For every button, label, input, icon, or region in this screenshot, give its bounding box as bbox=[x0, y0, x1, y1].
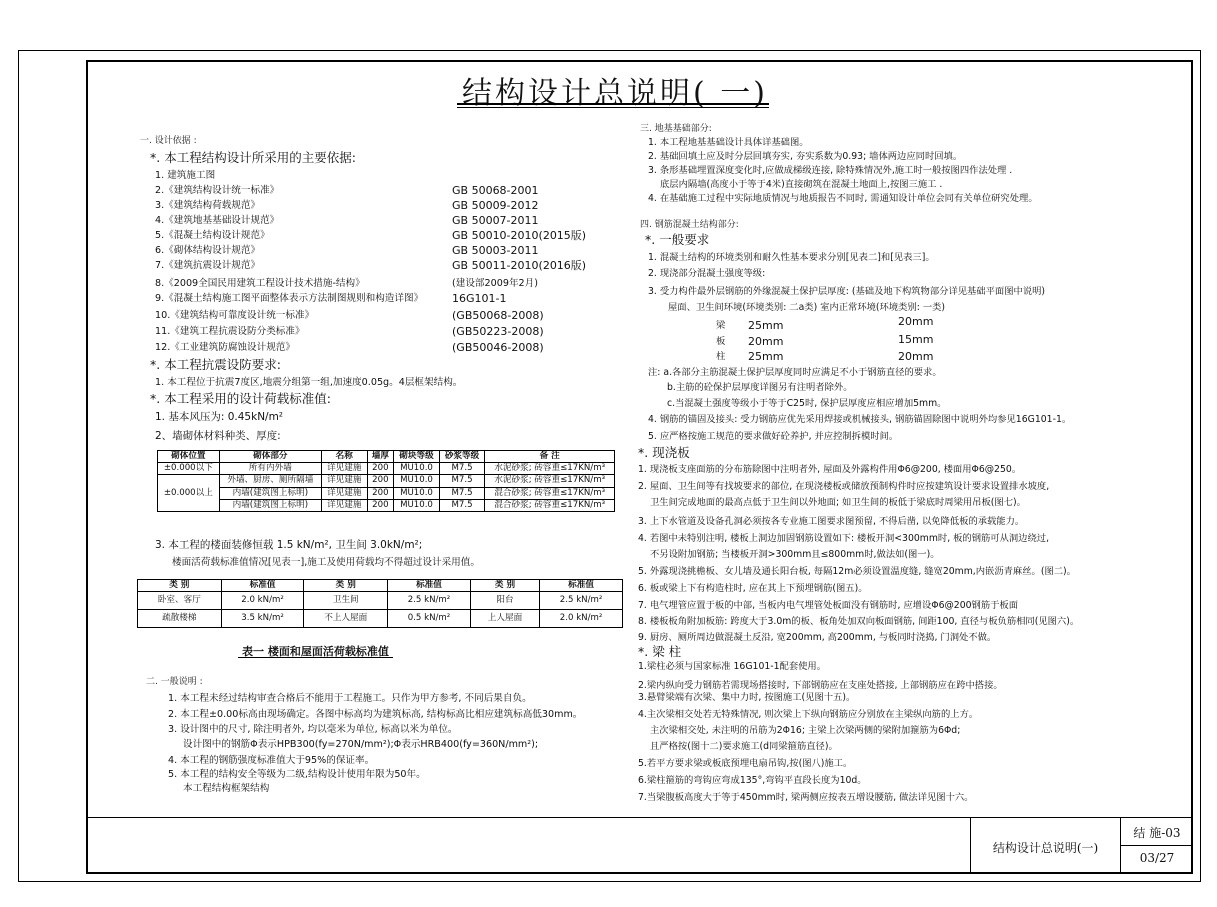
table-cell: MU10.0 bbox=[394, 487, 440, 499]
cover-member: 柱 bbox=[716, 351, 726, 362]
slab-item: 8. 楼板板角附加板筋: 跨度大于3.0m的板、板角处加双向板面钢筋, 间距100, 直径与板负筋相同(见图六)。 bbox=[638, 616, 1080, 627]
table-cell: 内墙(建筑图上标明) bbox=[219, 487, 321, 499]
beam-item: 4.主次梁相交处若无特殊情况, 则次梁上下纵向钢筋应分别放在主梁纵向筋的上方。 bbox=[638, 709, 979, 720]
table-cell: 水泥砂浆; 砖容重≤17KN/m³ bbox=[485, 475, 615, 487]
table-header: 墙厚 bbox=[367, 451, 394, 463]
table-cell: 0.5 kN/m² bbox=[388, 610, 471, 628]
table-cell: 混合砂浆; 砖容重≤17KN/m³ bbox=[485, 487, 615, 499]
title-underline bbox=[457, 103, 769, 105]
code-name: 5.《混凝土结构设计规范》 bbox=[155, 230, 270, 241]
table-cell: ±0.000以下 bbox=[158, 463, 220, 475]
title-block-separator bbox=[1121, 845, 1193, 846]
foundation-item: 3. 条形基础埋置深度变化时,应做成梯级连接, 除特殊情况外,施工时一般按图四作法处理 . bbox=[648, 165, 1013, 176]
table-cell: M7.5 bbox=[439, 463, 485, 475]
section-1-heading: 一. 设计依据 : bbox=[140, 136, 197, 146]
floor-load-note: 楼面活荷载标准值情况[见表一],施工及使用荷载均不得超过设计采用值。 bbox=[172, 557, 480, 568]
cover-value: 20mm bbox=[748, 335, 784, 348]
requirement-item: 2. 现浇部分混凝土强度等级: bbox=[648, 268, 766, 279]
table-cell: 2.0 kN/m² bbox=[221, 592, 304, 610]
table-cell: 外墙、厨房、厕所隔墙 bbox=[219, 475, 321, 487]
slab-item: 6. 板或梁上下有构造柱时, 应在其上下预埋钢筋(图五)。 bbox=[638, 583, 868, 594]
slab-item: 7. 电气埋管应置于板的中部, 当板内电气埋管处板面没有钢筋时, 应增设Φ6@200钢筋于板面 bbox=[638, 600, 1019, 611]
note-item: b.主筋的砼保护层厚度详图另有注明者除外。 bbox=[667, 382, 853, 393]
slab-item: 3. 上下水管道及设备孔洞必须按各专业施工图要求图预留, 不得后凿, 以免降低板的承载能力。 bbox=[638, 516, 1025, 527]
requirement-item: 1. 混凝土结构的环境类别和耐久性基本要求分别[见表二]和[见表三]。 bbox=[648, 252, 935, 263]
general-item: 设计图中的钢筋Φ表示HPB300(fy=270N/mm²);Φ表示HRB400(fy=360N/mm²); bbox=[183, 739, 539, 750]
wall-material-heading: 2、墙砌体材料种类、厚度: bbox=[155, 430, 281, 442]
beam-item: 且严格按(图十二)要求施工(d同梁箍筋直径)。 bbox=[650, 741, 838, 752]
note-item: 注: a.各部分主筋混凝土保护层厚度同时应满足不小于钢筋直径的要求。 bbox=[648, 367, 942, 378]
section-3-heading: 三. 地基基础部分: bbox=[640, 124, 712, 134]
beam-column-title: *. 梁 柱 bbox=[638, 644, 682, 659]
code-number: GB 50068-2001 bbox=[452, 184, 539, 197]
floor-load-text: 3. 本工程的楼面装修恒载 1.5 kN/m², 卫生间 3.0kN/m²; bbox=[155, 539, 423, 551]
general-requirements-title: *. 一般要求 bbox=[645, 232, 710, 247]
beam-item: 7.当梁腹板高度大于等于450mm时, 梁两侧应按表五增设腰筋, 做法详见图十六。 bbox=[638, 792, 974, 803]
table-header: 标准值 bbox=[540, 580, 623, 592]
requirement-item: 4. 钢筋的锚固及接头: 受力钢筋应优先采用焊接或机械接头, 钢筋锚固除图中说明外均参见16G101-1。 bbox=[648, 414, 1072, 425]
table-header: 标准值 bbox=[388, 580, 471, 592]
section-2-heading: 二. 一般说明 : bbox=[146, 677, 203, 687]
table-header: 砌体位置 bbox=[158, 451, 220, 463]
beam-item: 3.悬臂梁端有次梁、集中力时, 按图施工(见图十五)。 bbox=[638, 692, 856, 703]
table-header: 砌块等级 bbox=[394, 451, 440, 463]
table-header-row bbox=[138, 580, 623, 592]
cover-value: 25mm bbox=[748, 319, 784, 332]
table-cell: 混合砂浆; 砖容重≤17KN/m³ bbox=[485, 499, 615, 511]
table-cell: 疏散楼梯 bbox=[138, 610, 222, 628]
table-header: 类 别 bbox=[470, 580, 539, 592]
code-name: 10.《建筑结构可靠度设计统一标准》 bbox=[155, 310, 315, 321]
cover-value: 20mm bbox=[898, 315, 934, 328]
table-cell: 详见建施 bbox=[322, 463, 368, 475]
table-cell: 2.0 kN/m² bbox=[540, 610, 623, 628]
table-cell: 阳台 bbox=[470, 592, 539, 610]
code-name: 1. 建筑施工图 bbox=[155, 170, 216, 181]
seismic-title: *. 本工程抗震设防要求: bbox=[150, 357, 281, 372]
table-cell: ±0.000以上 bbox=[158, 475, 220, 512]
code-number: (GB50223-2008) bbox=[452, 325, 544, 338]
table-row bbox=[138, 592, 623, 610]
table-cell: MU10.0 bbox=[394, 463, 440, 475]
beam-item: 6.梁柱箍筋的弯钩应弯成135°,弯钩平直段长度为10d。 bbox=[638, 775, 867, 786]
table-cell: 2.5 kN/m² bbox=[540, 592, 623, 610]
table-header-row bbox=[158, 451, 615, 463]
foundation-item: 2. 基础回填土应及时分层回填夯实, 夯实系数为0.93; 墙体两边应同时回填。 bbox=[648, 151, 963, 162]
code-number: GB 50007-2011 bbox=[452, 214, 539, 227]
slab-item: 1. 现浇板支座面筋的分布筋除图中注明者外, 屋面及外露构件用Φ6@200, 楼面用Φ6@250。 bbox=[638, 464, 1022, 475]
cover-member: 梁 bbox=[716, 320, 726, 331]
cover-member: 板 bbox=[716, 336, 726, 347]
foundation-item: 1. 本工程地基基础设计具体详基础图。 bbox=[648, 137, 809, 148]
table-caption: 表一 楼面和屋面活荷载标准值 bbox=[238, 646, 393, 658]
table-cell: 内墙(建筑图上标明) bbox=[219, 499, 321, 511]
wall-table bbox=[157, 450, 615, 512]
table-cell: 所有内外墙 bbox=[219, 463, 321, 475]
table-cell: 200 bbox=[367, 499, 394, 511]
table-cell: M7.5 bbox=[439, 475, 485, 487]
table-cell: 详见建施 bbox=[322, 487, 368, 499]
table-header: 砌体部分 bbox=[219, 451, 321, 463]
table-header: 类 别 bbox=[304, 580, 388, 592]
table-cell: 卧室、客厅 bbox=[138, 592, 222, 610]
table-cell: 200 bbox=[367, 463, 394, 475]
general-item: 2. 本工程±0.00标高由现场确定。各图中标高均为建筑标高, 结构标高比相应建筑标高低30mm。 bbox=[168, 709, 583, 720]
table-row bbox=[158, 499, 615, 511]
code-number: (建设部2009年2月) bbox=[452, 278, 538, 289]
foundation-item: 底层内隔墙(高度小于等于4米)直接砌筑在混凝土地面上,按图三施工 . bbox=[660, 179, 943, 190]
table-cell: 详见建施 bbox=[322, 499, 368, 511]
title-block-name-cell bbox=[970, 817, 1120, 874]
slab-item: 2. 屋面、卫生间等有找坡要求的部位, 在现浇楼板或储放预制构件时应按建筑设计要求设置排水坡度, bbox=[638, 481, 1050, 492]
section-4-heading: 四. 钢筋混凝土结构部分: bbox=[640, 220, 739, 230]
table-cell: 详见建施 bbox=[322, 475, 368, 487]
table-row bbox=[138, 610, 623, 628]
code-name: 4.《建筑地基基础设计规范》 bbox=[155, 215, 280, 226]
code-number: GB 50009-2012 bbox=[452, 199, 539, 212]
table-cell: 2.5 kN/m² bbox=[388, 592, 471, 610]
beam-item: 主次梁相交处, 未注明的吊筋为2Φ16; 主梁上次梁两侧的梁附加箍筋为6Φd; bbox=[650, 725, 961, 736]
code-name: 8.《2009全国民用建筑工程设计技术措施-结构》 bbox=[155, 278, 365, 289]
code-name: 9.《混凝土结构施工图平面整体表示方法制图规则和构造详图》 bbox=[155, 293, 424, 304]
cover-value: 15mm bbox=[898, 333, 934, 346]
drawing-name: 结构设计总说明(一) bbox=[992, 841, 1099, 855]
environment-class: 屋面、卫生间环境(环境类别: 二a类) 室内正常环境(环境类别: 一类) bbox=[668, 302, 946, 313]
drawing-number: 结 施-03 bbox=[1133, 826, 1181, 840]
title-block-number-cell bbox=[1120, 817, 1193, 874]
live-load-table bbox=[137, 579, 623, 628]
slab-title: *. 现浇板 bbox=[638, 445, 690, 460]
beam-item: 2.梁内纵向受力钢筋若需现场搭接时, 下部钢筋应在支座处搭接, 上部钢筋应在跨中搭接。 bbox=[638, 680, 1003, 691]
general-item: 4. 本工程的钢筋强度标准值大于95%的保证率。 bbox=[168, 755, 375, 766]
load-title: *. 本工程采用的设计荷载标准值: bbox=[150, 391, 331, 406]
cover-value: 20mm bbox=[898, 350, 934, 363]
table-row bbox=[158, 475, 615, 487]
foundation-item: 4. 在基础施工过程中实际地质情况与地质报告不同时, 需通知设计单位会同有关单位研究处理。 bbox=[648, 193, 1038, 204]
wind-pressure: 1. 基本风压为: 0.45kN/m² bbox=[155, 411, 284, 423]
code-number: 16G101-1 bbox=[452, 292, 507, 305]
table-row bbox=[158, 487, 615, 499]
slab-item: 不另设附加钢筋; 当楼板开洞>300mm且≤800mm时,做法如(图一)。 bbox=[650, 549, 940, 560]
table-cell: 水泥砂浆; 砖容重≤17KN/m³ bbox=[485, 463, 615, 475]
table-cell: 不上人屋面 bbox=[304, 610, 388, 628]
table-header: 备 注 bbox=[485, 451, 615, 463]
seismic-text: 1. 本工程位于抗震7度区,地震分组第一组,加速度0.05g。4层框架结构。 bbox=[155, 377, 463, 388]
table-header: 类 别 bbox=[138, 580, 222, 592]
beam-item: 1.梁柱必须与国家标准 16G101-1配套使用。 bbox=[638, 661, 827, 672]
general-item: 3. 设计图中的尺寸, 除注明者外, 均以毫米为单位, 标高以米为单位。 bbox=[168, 724, 458, 735]
table-cell: MU10.0 bbox=[394, 499, 440, 511]
general-item: 5. 本工程的结构安全等级为二级,结构设计使用年限为50年。 bbox=[168, 769, 426, 780]
page-title: 结构设计总说明( 一) bbox=[462, 76, 768, 111]
slab-item: 5. 外露现浇挑檐板、女儿墙及通长阳台板, 每隔12m必须设置温度缝, 缝宽20mm,内嵌沥青麻丝。(图二)。 bbox=[638, 566, 1076, 577]
slab-item: 卫生间完成地面的最高点低于卫生间以外地面; 如卫生间的板低于梁底时周梁用吊板(图七)。 bbox=[650, 497, 1026, 508]
sheet-number: 03/27 bbox=[1139, 851, 1175, 865]
table-cell: 200 bbox=[367, 487, 394, 499]
general-item: 本工程结构框架结构 bbox=[183, 783, 270, 794]
title-underline-thin bbox=[457, 107, 769, 108]
code-number: GB 50003-2011 bbox=[452, 244, 539, 257]
basis-title: *. 本工程结构设计所采用的主要依据: bbox=[150, 150, 356, 165]
cover-value: 25mm bbox=[748, 350, 784, 363]
code-name: 2.《建筑结构设计统一标准》 bbox=[155, 185, 280, 196]
general-item: 1. 本工程未经过结构审查合格后不能用于工程施工。只作为甲方参考, 不同后果自负。 bbox=[168, 693, 532, 704]
table-cell: M7.5 bbox=[439, 487, 485, 499]
code-name: 6.《砌体结构设计规范》 bbox=[155, 245, 261, 256]
slab-item: 9. 厨房、厕所周边做混凝土反沿, 宽200mm, 高200mm, 与板同时浇捣, 门洞处不做。 bbox=[638, 632, 997, 643]
table-header: 砂浆等级 bbox=[439, 451, 485, 463]
requirement-item: 3. 受力构件最外层钢筋的外缘混凝土保护层厚度: (基础及地下构筑物部分详见基础平面图中说明) bbox=[648, 286, 1046, 297]
table-cell: MU10.0 bbox=[394, 475, 440, 487]
code-name: 7.《建筑抗震设计规范》 bbox=[155, 260, 261, 271]
code-number: (GB50068-2008) bbox=[452, 309, 544, 322]
code-name: 11.《建筑工程抗震设防分类标准》 bbox=[155, 326, 305, 337]
table-cell: M7.5 bbox=[439, 499, 485, 511]
code-name: 12.《工业建筑防腐蚀设计规范》 bbox=[155, 342, 295, 353]
requirement-item: 5. 应严格按施工规范的要求做好砼养护, 并应控制拆模时间。 bbox=[648, 431, 899, 442]
code-name: 3.《建筑结构荷载规范》 bbox=[155, 200, 261, 211]
table-row bbox=[158, 463, 615, 475]
code-number: (GB50046-2008) bbox=[452, 341, 544, 354]
table-cell: 卫生间 bbox=[304, 592, 388, 610]
code-number: GB 50011-2010(2016版) bbox=[452, 259, 587, 272]
table-header: 名称 bbox=[322, 451, 368, 463]
note-item: c.当混凝土强度等级小于等于C25时, 保护层厚度应相应增加5mm。 bbox=[667, 398, 947, 409]
table-cell: 3.5 kN/m² bbox=[221, 610, 304, 628]
beam-item: 5.若平方要求梁或板底预埋电扇吊钩,按(图八)施工。 bbox=[638, 758, 853, 769]
slab-item: 4. 若图中未特别注明, 楼板上洞边加固钢筋设置如下: 楼板开洞<300mm时, 板的钢筋可从洞边绕过, bbox=[638, 533, 1050, 544]
table-cell: 上人屋面 bbox=[470, 610, 539, 628]
table-cell: 200 bbox=[367, 475, 394, 487]
table-header: 标准值 bbox=[221, 580, 304, 592]
code-number: GB 50010-2010(2015版) bbox=[452, 229, 587, 242]
